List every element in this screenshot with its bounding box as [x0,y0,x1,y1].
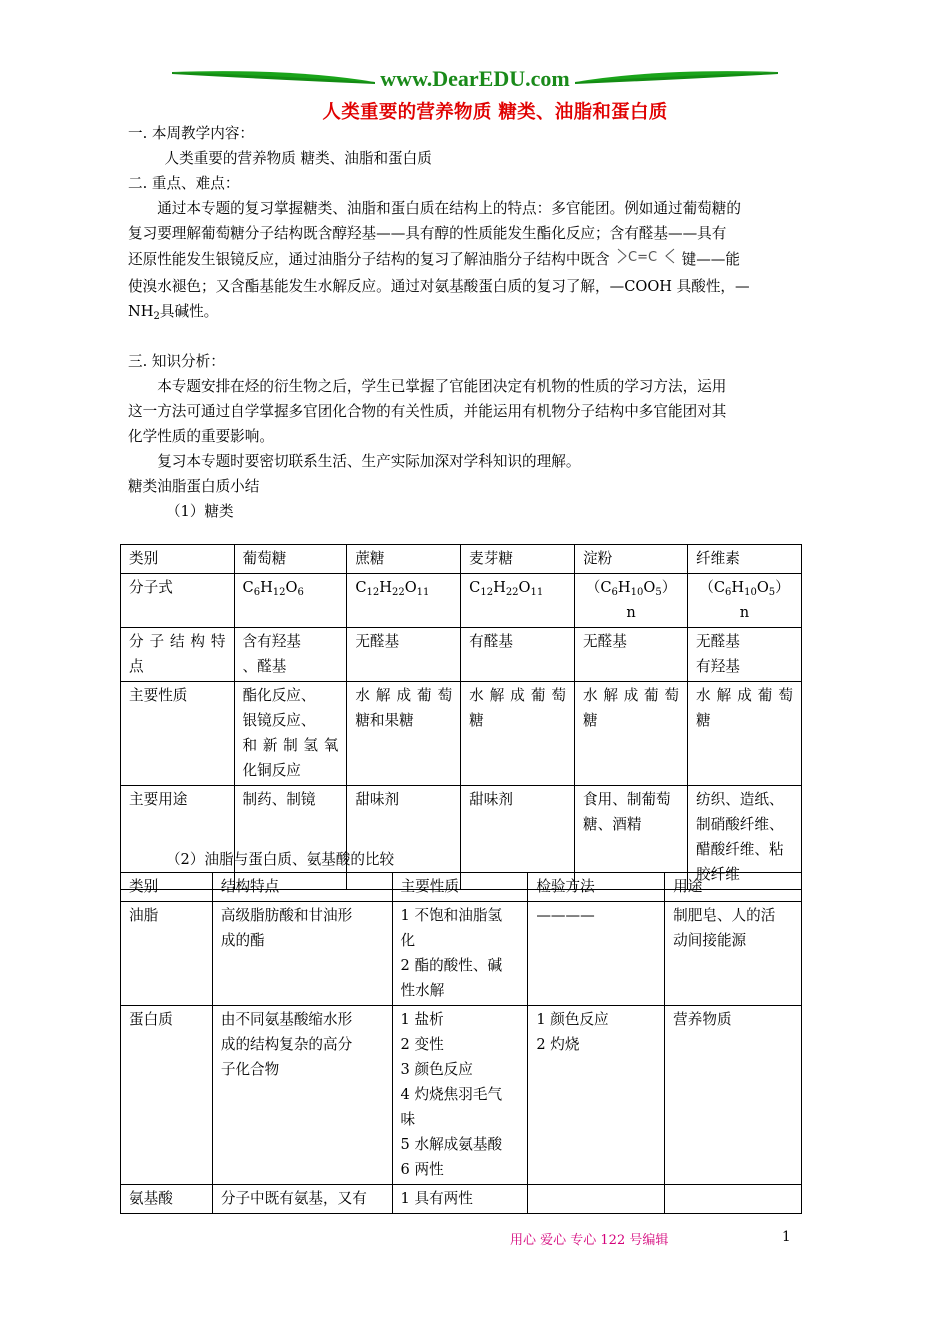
section-3-line: 化学性质的重要影响。 [128,428,274,445]
table-cell: 1 具有两性 [392,1185,528,1214]
section-content-intro [128,121,828,524]
table-row [121,545,802,574]
table-row [121,902,802,1006]
section-2-heading: 二. 重点、难点： [128,175,240,192]
table-cell: 含有羟基 、醛基 [234,628,347,682]
section-2-text: 键——能 [681,251,740,268]
header-cell: 结构特点 [212,873,392,902]
section-2-text: 还原性能发生银镜反应，通过油脂分子结构的复习了解油脂分子结构中既含 [128,251,610,268]
table-cell: 水解成葡萄 糖和果糖 [347,682,461,786]
table-cell: 纺织、造纸、 制硝酸纤维、 醋酸纤维、粘 胶纤维 [688,786,802,890]
table-cell: 分子中既有氨基，又有 [212,1185,392,1214]
row-label: 分子式 [121,574,235,628]
section-2-line [128,246,828,274]
table-cell: 食用、制葡萄 糖、酒精 [575,786,688,890]
table-cell [665,1185,802,1214]
row-label: 主要用途 [121,786,235,890]
table-cell: 有醛基 [461,628,575,682]
row-label: 蛋白质 [121,1006,213,1185]
double-bond-icon [616,246,676,274]
table-2-caption: （2）油脂与蛋白质、氨基酸的比较 [165,851,395,868]
table-row [121,574,802,628]
double-bond-text: C=C [627,250,657,265]
header-cell: 类别 [121,873,213,902]
summary-heading: 糖类油脂蛋白质小结 [128,478,260,495]
table-cell: 水解成葡萄 糖 [575,682,688,786]
section-2-line: $NH_2$具碱性。 [128,303,219,322]
table-2-caption-wrap [128,847,828,872]
table-cell [528,1185,665,1214]
table-cell: 无醛基 有羟基 [688,628,802,682]
header-cell: 用途 [665,873,802,902]
table-cell: 水解成葡萄 糖 [688,682,802,786]
header-cell: 类别 [121,545,235,574]
section-3-line: 这一方法可通过自学掌握多官团化合物的有关性质，并能运用有机物分子结构中多官能团对其 [128,403,727,420]
section-3-line: 本专题安排在烃的衍生物之后，学生已掌握了官能团决定有机物的性质的学习方法，运用 [157,378,727,395]
table-row [121,873,802,902]
table-cell: 无醛基 [347,628,461,682]
section-1-body: 人类重要的营养物质 糖类、油脂和蛋白质 [164,150,432,167]
table-cell: 1 不饱和油脂氢 化 2 酯的酸性、碱 性水解 [392,902,528,1006]
page-title: 人类重要的营养物质 糖类、油脂和蛋白质 [322,102,668,123]
table-cell: ———— [528,902,665,1006]
section-3-line: 复习本专题时要密切联系生活、生产实际加深对学科知识的理解。 [157,453,581,470]
table-cell: 1 颜色反应 2 灼烧 [528,1006,665,1185]
header-cell: 蔗糖 [347,545,461,574]
comparison-table [120,872,802,1214]
table-cell: 由不同氨基酸缩水形 成的结构复杂的高分 子化合物 [212,1006,392,1185]
table-cell: 高级脂肪酸和甘油形 成的酯 [212,902,392,1006]
formula-sucrose: $C_{12}H_{22}O_{11}$ [347,574,461,628]
header-cell: 纤维素 [688,545,802,574]
table-cell: 制药、制镜 [234,786,347,890]
table-cell: 酯化反应、 银镜反应、 和新制氢氧 化铜反应 [234,682,347,786]
header-cell: 主要性质 [392,873,528,902]
page-number: 1 [782,1229,791,1245]
formula-cellulose: $(C_6H_{10}O_5)n$ [688,574,802,628]
table-cell: 甜味剂 [461,786,575,890]
table-cell: 制肥皂、人的活 动间接能源 [665,902,802,1006]
row-label: 氨基酸 [121,1185,213,1214]
formula-starch: $(C_6H_{10}O_5)n$ [575,574,688,628]
table-row [121,682,802,786]
section-2-line: 使溴水褪色；又含酯基能发生水解反应。通过对氨基酸蛋白质的复习了解，—COOH 具酸性，— [128,278,750,295]
table-1-caption: （1）糖类 [165,503,234,520]
footer-text: 用心 爱心 专心 122 号编辑 [510,1233,669,1248]
row-label: 主要性质 [121,682,235,786]
table-row [121,1185,802,1214]
header-cell: 葡萄糖 [234,545,347,574]
table-cell: 营养物质 [665,1006,802,1185]
formula-glucose: $C_6H_{12}O_6$ [234,574,347,628]
section-3-heading: 三. 知识分析： [128,353,225,370]
sugar-table [120,544,802,890]
section-2-line: 复习要理解葡萄糖分子结构既含醇羟基——具有醇的性质能发生酯化反应；含有醛基——具有 [128,225,727,242]
header-cell: 麦芽糖 [461,545,575,574]
row-label: 油脂 [121,902,213,1006]
site-name[interactable]: www.DearEDU.com [380,66,570,91]
formula-maltose: $C_{12}H_{22}O_{11}$ [461,574,575,628]
row-label: 分子结构特 点 [121,628,235,682]
section-1-heading: 一. 本周教学内容： [128,125,255,142]
header-banner [170,62,780,100]
section-2-line: 通过本专题的复习掌握糖类、油脂和蛋白质在结构上的特点：多官能团。例如通过葡萄糖的 [157,200,741,217]
table-cell: 1 盐析 2 变性 3 颜色反应 4 灼烧焦羽毛气 味 5 水解成氨基酸 6 两性 [392,1006,528,1185]
table-cell: 无醛基 [575,628,688,682]
table-cell: 水解成葡萄 糖 [461,682,575,786]
table-row [121,1006,802,1185]
table-row [121,628,802,682]
header-cell: 检验方法 [528,873,665,902]
header-cell: 淀粉 [575,545,688,574]
table-cell: 甜味剂 [347,786,461,890]
